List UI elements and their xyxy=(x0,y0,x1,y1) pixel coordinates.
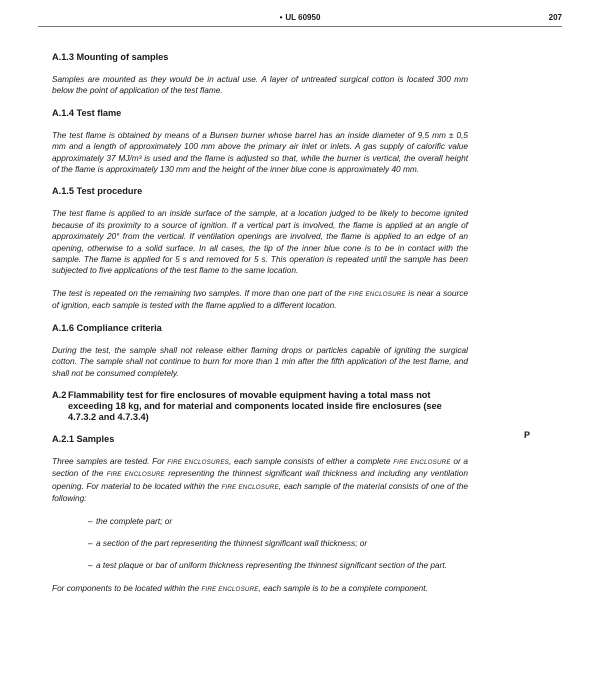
text-run: or a section of the xyxy=(52,455,468,479)
heading-a2 xyxy=(52,390,468,423)
heading-a14: A.1.4 Test flame xyxy=(52,107,122,118)
heading-a21: A.2.1 Samples xyxy=(52,433,115,444)
header-standard xyxy=(0,13,600,22)
defined-term: FIRE ENCLOSURE xyxy=(106,471,165,479)
paragraph-a15-2 xyxy=(52,288,468,312)
list-item: – a section of the part representing the thinnest significant wall thickness; or xyxy=(88,538,468,549)
paragraph-a21-1 xyxy=(52,456,468,505)
text-run: is near a source of ignition, each sample is tested with the flame applied to a different location. xyxy=(52,287,469,311)
paragraph-a21-2 xyxy=(52,583,468,595)
text-run: The test is repeated on the remaining two samples. If more than one part of the xyxy=(52,287,349,298)
paragraph-a15-1: The test flame is applied to an inside surface of the sample, at a location judged to be likely to become ignited because of its proximity to a source of ignition. If a vertical part is involved, the flame is applied at an angle of approximately 20° from the vertical. If ventilation openings are involved, the flame is applied to an edge of an opening, otherwise to a solid surface. In all cases, the tip of the inner blue cone is to be in contact with the sample. The flame is applied for 5 s and removed for 5 s. This operation is repeated until the sample has been subjected to five applications of the test flame to the same location. xyxy=(52,208,468,276)
text-run: Three samples are tested. For xyxy=(52,455,168,466)
page-body xyxy=(52,52,468,606)
list-item: – the complete part; or xyxy=(88,516,468,527)
defined-term: FIRE ENCLOSURE xyxy=(221,483,279,491)
heading-a2-text: Flammability test for fire enclosures of movable equipment having a total mass not exceeding 18 kg, and for material and components located inside fire enclosures (see 4.7.3.2 and 4.7.3.4) xyxy=(68,389,442,422)
bullet-icon: • xyxy=(279,13,283,22)
heading-a13: A.1.3 Mounting of samples xyxy=(52,52,169,62)
paragraph-a14: The test flame is obtained by means of a Bunsen burner whose barrel has an inside diameter of 9,5 mm ± 0,5 mm and a length of approximately 100 mm above the primary air inlet or inlets. A gas supply of calorific value approximately 37 MJ/m³ is used and the flame is adjusted so that, while the burner is vertical, the overall height of the flame is approximately 130 mm and the height of the inner blue cone is approximately 40 mm. xyxy=(52,129,468,175)
header-rule xyxy=(38,26,562,27)
defined-term: FIRE ENCLOSURES xyxy=(167,458,229,466)
list-item: – a test plaque or bar of uniform thickness representing the thinnest significant section of the part. xyxy=(88,560,468,571)
text-run: , each sample is to be a complete component. xyxy=(258,582,428,593)
heading-a2-number: A.2 xyxy=(52,389,67,400)
page-number: 207 xyxy=(548,13,562,22)
heading-a15: A.1.5 Test procedure xyxy=(52,186,143,197)
text-run: representing the thinnest significant wall thickness and including any ventilation opening. For material to be located within the xyxy=(52,468,468,491)
defined-term: FIRE ENCLOSURE xyxy=(201,585,259,593)
sample-options-list xyxy=(52,516,468,572)
defined-term: FIRE ENCLOSURE xyxy=(348,290,406,298)
paragraph-a13: Samples are mounted as they would be in actual use. A layer of untreated surgical cotton is located 300 mm below the point of application of the test flame. xyxy=(52,74,468,96)
text-run: For components to be located within the xyxy=(52,582,202,593)
text-run: , each sample consists of either a complete xyxy=(229,455,394,466)
text-run: , each sample of the material consists of one of the following: xyxy=(52,480,468,504)
paragraph-a16: During the test, the sample shall not release either flaming drops or particles capable of igniting the surgical cotton. The sample shall not continue to burn for more than 1 min after the fifth application of the test flame, and shall not be consumed completely. xyxy=(52,344,468,378)
verdict-a2: P xyxy=(524,430,531,440)
defined-term: FIRE ENCLOSURE xyxy=(393,458,451,466)
header-standard-text: UL 60950 xyxy=(285,13,321,22)
heading-a16: A.1.6 Compliance criteria xyxy=(52,322,162,333)
